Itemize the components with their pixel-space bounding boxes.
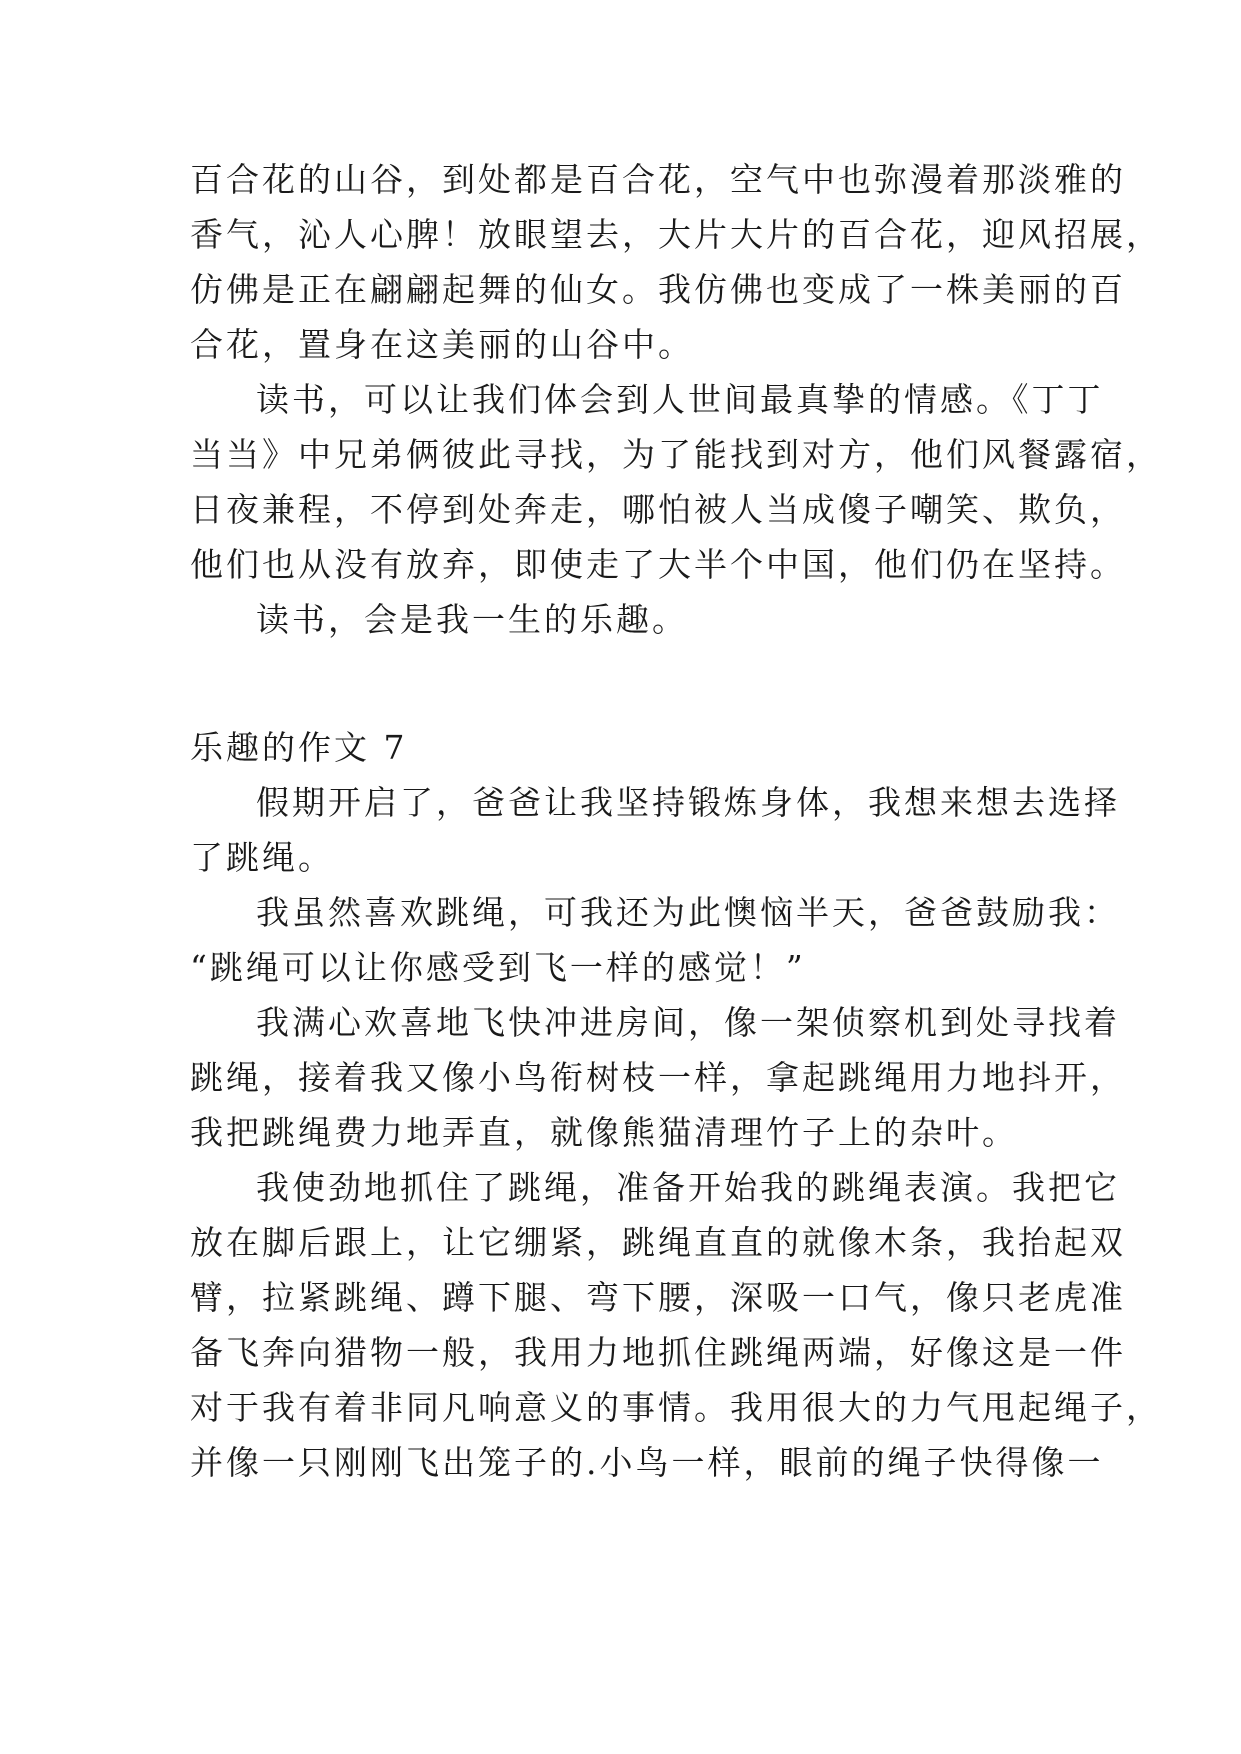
- section-heading: 乐趣的作文 7: [190, 728, 408, 767]
- text-line: 并像一只刚刚飞出笼子的.小鸟一样，眼前的绳子快得像一: [190, 1443, 1104, 1482]
- text-line: 日夜兼程，不停到处奔走，哪怕被人当成傻子嘲笑、欺负，: [190, 490, 1126, 529]
- text-line: 臂，拉紧跳绳、蹲下腿、弯下腰，深吸一口气，像只老虎准: [190, 1278, 1126, 1317]
- text-line: 香气，沁人心脾！放眼望去，大片大片的百合花，迎风招展，: [190, 215, 1162, 254]
- text-line: 仿佛是正在翩翩起舞的仙女。我仿佛也变成了一株美丽的百: [190, 270, 1126, 309]
- text-line: 对于我有着非同凡响意义的事情。我用很大的力气甩起绳子，: [190, 1388, 1162, 1427]
- text-line: 放在脚后跟上，让它绷紧，跳绳直直的就像木条，我抬起双: [190, 1223, 1126, 1262]
- text-line: 百合花的山谷，到处都是百合花，空气中也弥漫着那淡雅的: [190, 160, 1126, 199]
- text-line: 备飞奔向猎物一般，我用力地抓住跳绳两端，好像这是一件: [190, 1333, 1126, 1372]
- text-line: 读书，可以让我们体会到人世间最真挚的情感。《丁丁: [256, 380, 1104, 419]
- text-line: 跳绳，接着我又像小鸟衔树枝一样，拿起跳绳用力地抖开，: [190, 1058, 1126, 1097]
- text-line: “跳绳可以让你感受到飞一样的感觉！”: [190, 948, 806, 987]
- text-line: 了跳绳。: [190, 838, 334, 877]
- text-line: 我满心欢喜地飞快冲进房间，像一架侦察机到处寻找着: [256, 1003, 1120, 1042]
- text-line: 读书，会是我一生的乐趣。: [256, 600, 688, 639]
- text-line: 我使劲地抓住了跳绳，准备开始我的跳绳表演。我把它: [256, 1168, 1120, 1207]
- text-line: 我把跳绳费力地弄直，就像熊猫清理竹子上的杂叶。: [190, 1113, 1018, 1152]
- text-line: 合花，置身在这美丽的山谷中。: [190, 325, 694, 364]
- text-line: 他们也从没有放弃，即使走了大半个中国，他们仍在坚持。: [190, 545, 1126, 584]
- text-line: 假期开启了，爸爸让我坚持锻炼身体，我想来想去选择: [256, 783, 1120, 822]
- text-line: 我虽然喜欢跳绳，可我还为此懊恼半天，爸爸鼓励我：: [256, 893, 1120, 932]
- text-line: 当当》中兄弟俩彼此寻找，为了能找到对方，他们风餐露宿，: [190, 435, 1162, 474]
